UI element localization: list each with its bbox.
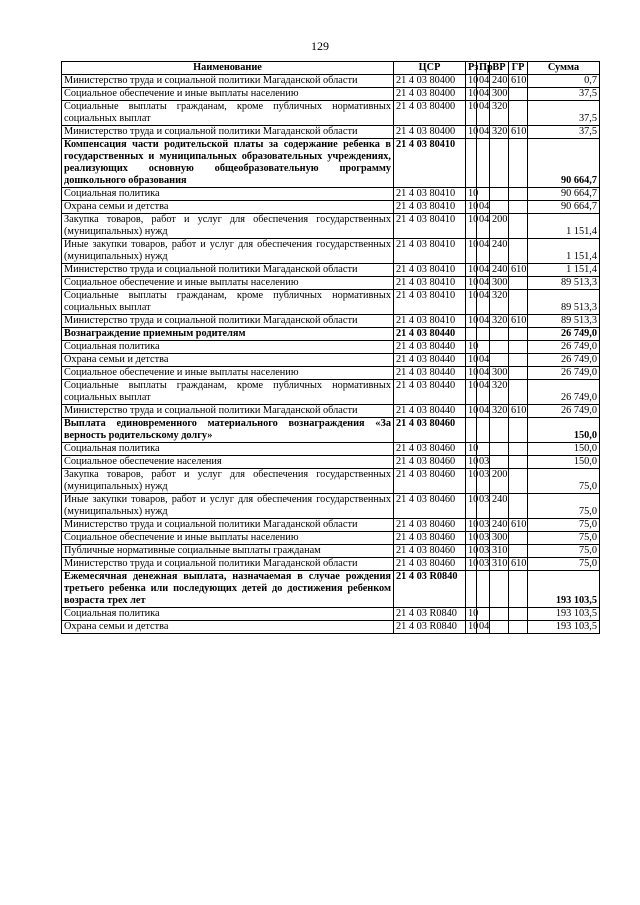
cell-pr [477,341,490,354]
cell-vr: 310 [490,545,509,558]
cell-name: Социальные выплаты гражданам, кроме публичных нормативных социальных выплат [62,290,394,315]
cell-rz: 10 [466,88,477,101]
cell-sum: 193 103,5 [528,571,600,608]
cell-sum: 75,0 [528,532,600,545]
cell-gr [509,239,528,264]
cell-gr [509,101,528,126]
cell-csr: 21 4 03 80410 [394,214,466,239]
cell-gr: 610 [509,558,528,571]
cell-csr: 21 4 03 80440 [394,341,466,354]
cell-vr: 320 [490,101,509,126]
cell-gr [509,532,528,545]
cell-pr: 04 [477,315,490,328]
cell-pr: 04 [477,621,490,634]
cell-pr: 03 [477,558,490,571]
cell-pr: 04 [477,354,490,367]
cell-csr: 21 4 03 80460 [394,469,466,494]
cell-csr: 21 4 03 80410 [394,188,466,201]
cell-gr [509,608,528,621]
cell-vr: 240 [490,519,509,532]
cell-sum: 193 103,5 [528,621,600,634]
cell-gr: 610 [509,315,528,328]
table-row [62,88,600,101]
cell-pr: 04 [477,405,490,418]
cell-rz [466,418,477,443]
cell-sum: 89 513,3 [528,315,600,328]
cell-csr: 21 4 03 80410 [394,264,466,277]
table-row [62,277,600,290]
cell-sum: 37,5 [528,126,600,139]
cell-vr [490,443,509,456]
cell-gr [509,418,528,443]
cell-name: Иные закупки товаров, работ и услуг для обеспечения государственных (муниципальных) нужд [62,494,394,519]
cell-rz: 10 [466,558,477,571]
cell-gr [509,494,528,519]
cell-name: Охрана семьи и детства [62,354,394,367]
cell-vr [490,188,509,201]
table-row [62,328,600,341]
cell-name: Социальное обеспечение и иные выплаты населению [62,367,394,380]
cell-vr: 240 [490,264,509,277]
cell-name: Социальные выплаты гражданам, кроме публичных нормативных социальных выплат [62,380,394,405]
cell-rz: 10 [466,545,477,558]
cell-vr [490,139,509,188]
cell-csr: 21 4 03 80400 [394,101,466,126]
cell-pr: 04 [477,264,490,277]
table-row [62,315,600,328]
cell-vr [490,456,509,469]
cell-gr [509,341,528,354]
cell-pr: 03 [477,519,490,532]
cell-sum: 75,0 [528,558,600,571]
cell-rz: 10 [466,201,477,214]
table-row [62,571,600,608]
cell-gr [509,354,528,367]
cell-rz [466,139,477,188]
cell-rz: 10 [466,621,477,634]
cell-vr [490,328,509,341]
cell-csr: 21 4 03 80400 [394,88,466,101]
cell-csr: 21 4 03 R0840 [394,571,466,608]
cell-name: Публичные нормативные социальные выплаты гражданам [62,545,394,558]
cell-pr: 04 [477,239,490,264]
header-sum: Сумма [528,62,600,75]
cell-sum: 26 749,0 [528,367,600,380]
cell-rz [466,328,477,341]
cell-vr [490,341,509,354]
table-row [62,532,600,545]
cell-name: Социальное обеспечение и иные выплаты населению [62,88,394,101]
cell-rz: 10 [466,354,477,367]
header-vr: ВР [490,62,509,75]
table-row [62,367,600,380]
table-row [62,354,600,367]
cell-csr: 21 4 03 80440 [394,367,466,380]
cell-csr: 21 4 03 80460 [394,545,466,558]
table-row [62,188,600,201]
cell-vr [490,354,509,367]
cell-pr: 04 [477,201,490,214]
cell-name: Ежемесячная денежная выплата, назначаемая в случае рождения третьего ребенка или последующих детей до достижения ребенком возраста трех лет [62,571,394,608]
table-body [62,75,600,634]
cell-vr: 240 [490,494,509,519]
table-row [62,519,600,532]
cell-rz: 10 [466,341,477,354]
cell-sum: 1 151,4 [528,239,600,264]
cell-rz: 10 [466,469,477,494]
cell-rz: 10 [466,75,477,88]
cell-sum: 75,0 [528,519,600,532]
cell-sum: 150,0 [528,443,600,456]
table-row [62,341,600,354]
cell-name: Социальная политика [62,188,394,201]
table-row [62,139,600,188]
page-number: 129 [311,39,329,53]
cell-gr: 610 [509,264,528,277]
cell-sum: 89 513,3 [528,290,600,315]
cell-name: Охрана семьи и детства [62,621,394,634]
cell-gr: 610 [509,75,528,88]
cell-rz: 10 [466,532,477,545]
table-row [62,418,600,443]
cell-pr [477,328,490,341]
cell-csr: 21 4 03 R0840 [394,621,466,634]
cell-pr [477,608,490,621]
table-row [62,456,600,469]
cell-pr: 04 [477,214,490,239]
cell-vr: 320 [490,405,509,418]
cell-sum: 90 664,7 [528,139,600,188]
cell-gr [509,139,528,188]
cell-sum: 150,0 [528,418,600,443]
cell-vr [490,621,509,634]
table-row [62,126,600,139]
cell-pr: 03 [477,545,490,558]
cell-pr [477,443,490,456]
cell-csr: 21 4 03 80440 [394,354,466,367]
cell-vr: 240 [490,239,509,264]
cell-csr: 21 4 03 80410 [394,201,466,214]
cell-pr: 03 [477,456,490,469]
cell-name: Закупка товаров, работ и услуг для обеспечения государственных (муниципальных) нужд [62,469,394,494]
cell-gr [509,621,528,634]
cell-sum: 75,0 [528,494,600,519]
cell-name: Социальная политика [62,341,394,354]
cell-sum: 26 749,0 [528,354,600,367]
cell-sum: 75,0 [528,545,600,558]
cell-rz: 10 [466,264,477,277]
cell-pr [477,571,490,608]
cell-csr: 21 4 03 80460 [394,494,466,519]
table-row [62,290,600,315]
cell-name: Социальное обеспечение и иные выплаты населению [62,277,394,290]
cell-pr [477,418,490,443]
cell-csr: 21 4 03 80400 [394,75,466,88]
cell-vr [490,201,509,214]
cell-sum: 26 749,0 [528,341,600,354]
cell-csr: 21 4 03 80410 [394,290,466,315]
table-header-row [62,62,600,75]
table-row [62,443,600,456]
cell-name: Министерство труда и социальной политики Магаданской области [62,315,394,328]
cell-csr: 21 4 03 80460 [394,418,466,443]
cell-vr: 320 [490,126,509,139]
cell-vr [490,608,509,621]
cell-rz: 10 [466,443,477,456]
cell-name: Иные закупки товаров, работ и услуг для обеспечения государственных (муниципальных) нужд [62,239,394,264]
cell-pr: 04 [477,380,490,405]
cell-csr: 21 4 03 80410 [394,139,466,188]
cell-csr: 21 4 03 80460 [394,519,466,532]
cell-rz: 10 [466,277,477,290]
cell-pr: 04 [477,88,490,101]
cell-sum: 0,7 [528,75,600,88]
cell-sum: 1 151,4 [528,214,600,239]
cell-vr: 310 [490,558,509,571]
cell-vr: 320 [490,315,509,328]
cell-pr: 04 [477,75,490,88]
table-row [62,214,600,239]
cell-csr: 21 4 03 80460 [394,532,466,545]
cell-gr [509,277,528,290]
cell-gr [509,201,528,214]
cell-sum: 150,0 [528,456,600,469]
cell-csr: 21 4 03 80440 [394,405,466,418]
cell-rz: 10 [466,367,477,380]
table-row [62,494,600,519]
cell-pr: 04 [477,277,490,290]
cell-name: Вознаграждение приемным родителям [62,328,394,341]
cell-pr: 03 [477,494,490,519]
cell-rz: 10 [466,214,477,239]
cell-sum: 26 749,0 [528,328,600,341]
cell-rz: 10 [466,290,477,315]
cell-name: Социальные выплаты гражданам, кроме публичных нормативных социальных выплат [62,101,394,126]
cell-csr: 21 4 03 80460 [394,456,466,469]
cell-rz: 10 [466,315,477,328]
cell-name: Охрана семьи и детства [62,201,394,214]
table-row [62,101,600,126]
header-rz: Рз [466,62,477,75]
cell-gr [509,214,528,239]
table-row [62,264,600,277]
cell-rz: 10 [466,126,477,139]
cell-gr [509,380,528,405]
cell-gr: 610 [509,405,528,418]
cell-pr [477,139,490,188]
cell-vr: 300 [490,277,509,290]
cell-name: Министерство труда и социальной политики Магаданской области [62,126,394,139]
cell-gr [509,290,528,315]
cell-csr: 21 4 03 R0840 [394,608,466,621]
cell-csr: 21 4 03 80410 [394,239,466,264]
header-pr: Пр [477,62,490,75]
cell-gr [509,545,528,558]
cell-vr: 200 [490,469,509,494]
cell-gr [509,88,528,101]
cell-sum: 26 749,0 [528,405,600,418]
cell-pr: 04 [477,290,490,315]
table-row [62,558,600,571]
cell-name: Социальная политика [62,443,394,456]
cell-name: Министерство труда и социальной политики Магаданской области [62,519,394,532]
cell-name: Компенсация части родительской платы за содержание ребенка в государственных и муниципальных образовательных учреждениях, реализующих основную общеобразовательную программу дошкольного образования [62,139,394,188]
cell-rz: 10 [466,380,477,405]
cell-csr: 21 4 03 80460 [394,558,466,571]
cell-gr [509,188,528,201]
cell-vr: 300 [490,88,509,101]
table-row [62,380,600,405]
cell-gr [509,571,528,608]
cell-rz: 10 [466,608,477,621]
header-name: Наименование [62,62,394,75]
cell-vr: 320 [490,290,509,315]
cell-rz: 10 [466,494,477,519]
cell-vr: 300 [490,367,509,380]
cell-csr: 21 4 03 80460 [394,443,466,456]
cell-vr: 240 [490,75,509,88]
cell-pr [477,188,490,201]
cell-sum: 75,0 [528,469,600,494]
cell-sum: 1 151,4 [528,264,600,277]
cell-vr: 200 [490,214,509,239]
cell-name: Выплата единовременного материального вознаграждения «За верность родительскому долгу» [62,418,394,443]
cell-rz: 10 [466,456,477,469]
cell-sum: 37,5 [528,101,600,126]
cell-name: Министерство труда и социальной политики Магаданской области [62,405,394,418]
cell-sum: 193 103,5 [528,608,600,621]
cell-csr: 21 4 03 80410 [394,277,466,290]
cell-vr: 320 [490,380,509,405]
table-row [62,469,600,494]
cell-gr [509,456,528,469]
cell-rz [466,571,477,608]
table-row [62,608,600,621]
cell-name: Социальное обеспечение и иные выплаты населению [62,532,394,545]
header-gr: ГР [509,62,528,75]
cell-csr: 21 4 03 80410 [394,315,466,328]
table-row [62,75,600,88]
budget-table [61,61,600,634]
cell-name: Закупка товаров, работ и услуг для обеспечения государственных (муниципальных) нужд [62,214,394,239]
cell-pr: 04 [477,126,490,139]
cell-gr [509,328,528,341]
cell-pr: 03 [477,532,490,545]
cell-rz: 10 [466,519,477,532]
cell-rz: 10 [466,239,477,264]
cell-gr [509,443,528,456]
table-row [62,621,600,634]
cell-rz: 10 [466,405,477,418]
cell-name: Министерство труда и социальной политики Магаданской области [62,558,394,571]
cell-gr: 610 [509,519,528,532]
cell-sum: 89 513,3 [528,277,600,290]
cell-csr: 21 4 03 80440 [394,328,466,341]
cell-vr [490,418,509,443]
cell-name: Министерство труда и социальной политики Магаданской области [62,264,394,277]
cell-rz: 10 [466,188,477,201]
cell-pr: 04 [477,367,490,380]
cell-csr: 21 4 03 80400 [394,126,466,139]
cell-pr: 04 [477,101,490,126]
header-csr: ЦСР [394,62,466,75]
cell-name: Социальное обеспечение населения [62,456,394,469]
cell-name: Социальная политика [62,608,394,621]
cell-sum: 26 749,0 [528,380,600,405]
table-row [62,405,600,418]
cell-name: Министерство труда и социальной политики Магаданской области [62,75,394,88]
cell-gr: 610 [509,126,528,139]
cell-sum: 90 664,7 [528,201,600,214]
cell-gr [509,469,528,494]
cell-sum: 37,5 [528,88,600,101]
cell-gr [509,367,528,380]
table-row [62,239,600,264]
cell-sum: 90 664,7 [528,188,600,201]
cell-vr: 300 [490,532,509,545]
table-row [62,201,600,214]
cell-vr [490,571,509,608]
table-row [62,545,600,558]
cell-rz: 10 [466,101,477,126]
cell-csr: 21 4 03 80440 [394,380,466,405]
cell-pr: 03 [477,469,490,494]
